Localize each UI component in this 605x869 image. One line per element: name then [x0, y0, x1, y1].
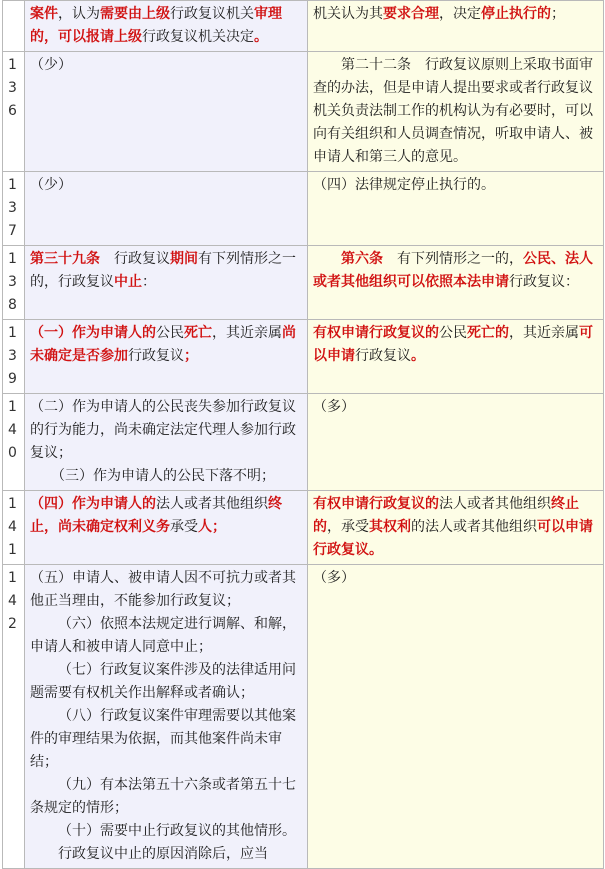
table-row: [3, 394, 604, 491]
body-text: ，其近亲属: [212, 325, 282, 341]
row-number: 142: [3, 565, 25, 869]
table-row: [3, 491, 604, 565]
article-text: （四）法律规定停止执行的。: [313, 177, 495, 193]
clause-text: （九）有本法第五十六条或者第五十七条规定的情形；: [30, 777, 296, 816]
emphasis-text: 死亡: [184, 325, 212, 341]
article-text: 第二十二条 行政复议原则上采取书面审查的办法，但是申请人提出要求或者行政复议机关负责法制工作的机构认为有必要时，可以向有关组织和人员调查情况，听取申请人、被申请人和第三人的意见。: [313, 57, 593, 165]
old-law-cell: [308, 394, 604, 491]
emphasis-text: 可以申请行政复议: [313, 519, 593, 558]
row-number: 136: [3, 52, 25, 172]
emphasis-text: ；: [184, 348, 198, 364]
body-text: 有下列情形之一的，: [383, 251, 523, 267]
clause-text: （七）行政复议案件涉及的法律适用问题需要有权机关作出解释或者确认；: [30, 662, 296, 701]
old-law-cell: [308, 1, 604, 52]
row-number: 141: [3, 491, 25, 565]
emphasis-text: 公民、法人或者其他组织可以依照本法申请: [313, 251, 593, 290]
clause-text: 行政复议中止的原因消除后，应当: [58, 846, 268, 862]
old-law-cell: [308, 52, 604, 172]
body-text: [313, 251, 341, 267]
body-text: 行政复议: [128, 348, 184, 364]
body-text: 行政复议: [355, 348, 411, 364]
clause-text: （十）需要中止行政复议的其他情形。: [58, 823, 296, 839]
emphasis-text: 其权利: [369, 519, 411, 535]
emphasis-text: 期间: [170, 251, 198, 267]
emphasis-text: 。: [254, 29, 268, 45]
emphasis-text: （四）: [30, 496, 72, 512]
body-text: ，认为: [58, 6, 100, 22]
emphasis-text: 第六条: [341, 251, 383, 267]
emphasis-text: 案件: [30, 6, 58, 22]
emphasis-text: 停止执行的: [481, 6, 551, 22]
table-row: [3, 565, 604, 869]
body-text: 行政复议机关决定: [142, 29, 254, 45]
emphasis-text: 作为申请人的: [72, 496, 156, 512]
emphasis-text: 有权申请行政复议的: [313, 496, 439, 512]
table-row: [3, 1, 604, 52]
emphasis-text: 人: [198, 519, 212, 535]
body-text: 行政复议机关: [170, 6, 254, 22]
row-number: 138: [3, 246, 25, 320]
absent-note: （少）: [30, 177, 72, 193]
new-law-cell: [25, 52, 308, 172]
body-text: 行政复议: [100, 251, 170, 267]
body-text: 法人或者其他组织: [439, 496, 551, 512]
row-number: 137: [3, 172, 25, 246]
new-law-cell: [25, 320, 308, 394]
table-row: [3, 320, 604, 394]
emphasis-text: 要求合理: [383, 6, 439, 22]
new-law-cell: [25, 246, 308, 320]
clause-text: （二）作为申请人的公民丧失参加行政复议的行为能力，尚未确定法定代理人参加行政复议；: [30, 399, 296, 461]
emphasis-text: 终止的: [313, 496, 579, 535]
absent-note: （多）: [313, 399, 355, 415]
new-law-cell: [25, 394, 308, 491]
emphasis-text: 可以申请: [313, 325, 593, 364]
old-law-cell: [308, 246, 604, 320]
body-text: 公民: [439, 325, 467, 341]
table-row: [3, 52, 604, 172]
old-law-cell: [308, 565, 604, 869]
body-text: 的法人或者其他组织: [411, 519, 537, 535]
new-law-cell: [25, 1, 308, 52]
table-row: [3, 172, 604, 246]
emphasis-text: （一）作为申请人的: [30, 325, 156, 341]
row-number: 139: [3, 320, 25, 394]
emphasis-text: 死亡的: [467, 325, 509, 341]
body-text: 行政复议：: [509, 274, 579, 290]
body-text: 机关认为其: [313, 6, 383, 22]
body-text: ：: [142, 274, 156, 290]
clause-text: （六）依照本法规定进行调解、和解，申请人和被申请人同意中止；: [30, 616, 296, 655]
emphasis-text: 需要由上级: [100, 6, 170, 22]
old-law-cell: [308, 491, 604, 565]
emphasis-text: 终止，尚未确定权利义务: [30, 496, 282, 535]
table-row: [3, 246, 604, 320]
emphasis-text: ；: [212, 519, 226, 535]
emphasis-text: 中止: [114, 274, 142, 290]
emphasis-text: 审理的，可以报请上级: [30, 6, 282, 45]
row-number: 140: [3, 394, 25, 491]
absent-note: （多）: [313, 570, 355, 586]
emphasis-text: 。: [411, 348, 425, 364]
new-law-cell: [25, 565, 308, 869]
old-law-cell: [308, 320, 604, 394]
emphasis-text: 。: [369, 542, 383, 558]
absent-note: （少）: [30, 57, 72, 73]
body-text: 有下列情形之一的，行政复议: [30, 251, 296, 290]
clause-text: （八）行政复议案件审理需要以其他案件的审理结果为依据，而其他案件尚未审结；: [30, 708, 296, 770]
body-text: 公民: [156, 325, 184, 341]
body-text: ，承受: [327, 519, 369, 535]
body-text: 法人或者其他组织: [156, 496, 268, 512]
new-law-cell: [25, 491, 308, 565]
old-law-cell: [308, 172, 604, 246]
emphasis-text: 有权申请行政复议的: [313, 325, 439, 341]
body-text: ，其近亲属: [509, 325, 579, 341]
clause-text: （三）作为申请人的公民下落不明；: [51, 468, 275, 484]
body-text: ，决定: [439, 6, 481, 22]
clause-text: （五）申请人、被申请人因不可抗力或者其他正当理由，不能参加行政复议；: [30, 570, 296, 609]
emphasis-text: 尚未确定是否参加: [30, 325, 296, 364]
body-text: 承受: [170, 519, 198, 535]
emphasis-text: 第三十九条: [30, 251, 100, 267]
row-number: [3, 1, 25, 52]
law-comparison-table: [2, 0, 604, 869]
new-law-cell: [25, 172, 308, 246]
body-text: ；: [551, 6, 565, 22]
